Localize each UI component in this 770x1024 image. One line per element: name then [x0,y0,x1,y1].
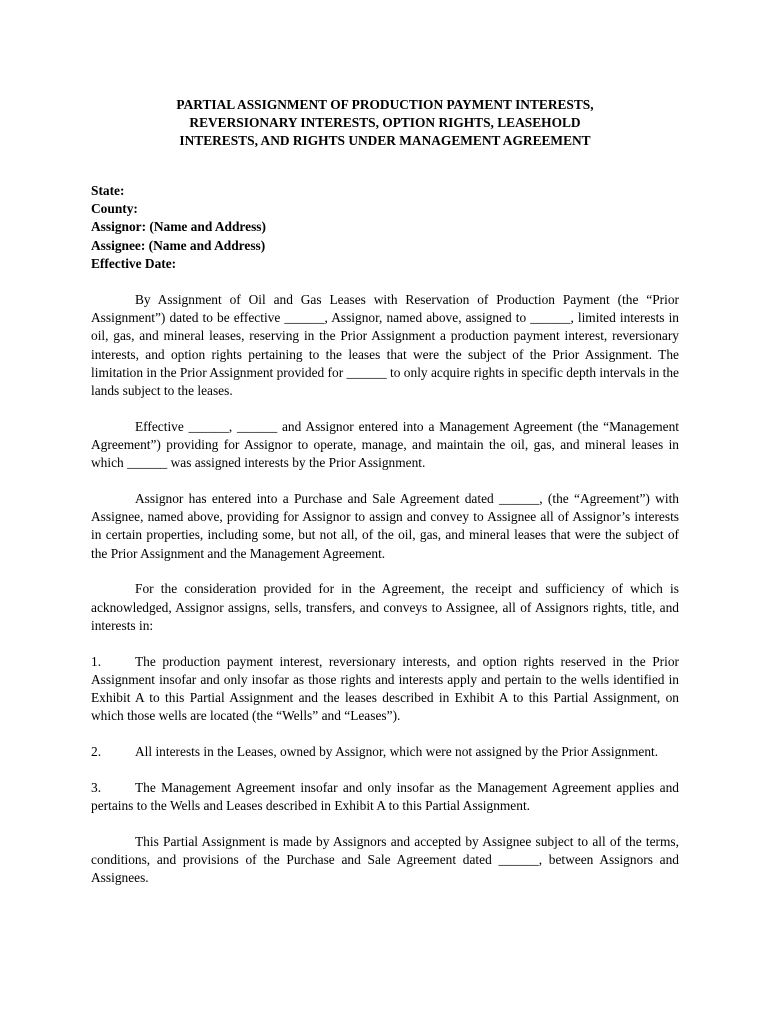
item-number: 1. [91,653,102,669]
item-number: 2. [91,744,102,760]
item-number: 3. [91,779,102,795]
recital-management-agreement: Effective ______, ______ and Assignor entered into a Management Agreement (the “Management Agreement”) providing for Assignor to operate, manage, and maintain the oil, gas, and mineral leases in which ______ was assigned interests by the Prior Assignment. [91,418,679,471]
list-item [91,743,679,761]
assignee-field: Assignee: (Name and Address) [91,237,266,253]
conveyance-clause: For the consideration provided for in the Agreement, the receipt and sufficiency of which is acknowledged, Assignor assigns, sells, transfers, and conveys to Assignee, all of Assignors rights, title, and interests in: [91,581,679,633]
recital-purchase-agreement: Assignor has entered into a Purchase and Sale Agreement dated ______, (the “Agreement”) with Assignee, named above, providing for Assignor to assign and convey to Assignee all of Assignor’s interests in certain properties, including some, but not all, of the oil, gas, and mineral leases that were the subject of the Prior Assignment and the Management Agreement. [91,491,679,561]
item-text: The production payment interest, reversionary interests, and option rights reserved in the Prior Assignment insofar and only insofar as those rights and interests apply and pertain to the wells identified in Exhibit A to this Partial Assignment and the leases described in Exhibit A to this Partial Assignment, on which those wells are located (the “Wells” and “Leases”). [91,653,679,724]
title-line-2: REVERSIONARY INTERESTS, OPTION RIGHTS, LEASEHOLD [189,115,581,130]
document-content [91,96,679,905]
title-line-3: INTERESTS, AND RIGHTS UNDER MANAGEMENT AGREEMENT [179,133,591,148]
list-item [91,653,679,726]
state-field: State: [91,183,125,198]
assignor-field: Assignor: (Name and Address) [91,219,266,235]
county-field: County: [91,201,138,217]
item-text: The Management Agreement insofar and only insofar as the Management Agreement applies and pertains to the Wells and Leases described in Exhibit A to this Partial Assignment. [91,779,679,814]
list-item [91,779,679,815]
item-text: All interests in the Leases, owned by Assignor, which were not assigned by the Prior Assignment. [135,744,659,760]
recital-prior-assignment: By Assignment of Oil and Gas Leases with Reservation of Production Payment (the “Prior Assignment”) dated to be effective ______, Assignor, named above, assigned to ______, limited interests in oil, gas, and mineral leases, reserving in the Prior Assignment a production payment interest, reversionary interests, and option rights pertaining to the leases that were the subject of the Prior Assignment. The limitation in the Prior Assignment provided for ______ to only acquire rights in specific depth intervals in the lands subject to the leases. [91,292,679,399]
acceptance-clause: This Partial Assignment is made by Assignors and accepted by Assignee subject to all of the terms, conditions, and provisions of the Purchase and Sale Agreement dated ______, between Assignors and Assignees. [91,833,679,886]
document-title [91,96,679,150]
document-body [91,291,679,887]
effective-date-field: Effective Date: [91,255,177,271]
header-fields [91,182,679,273]
title-line-1: PARTIAL ASSIGNMENT OF PRODUCTION PAYMENT INTERESTS, [176,97,594,112]
